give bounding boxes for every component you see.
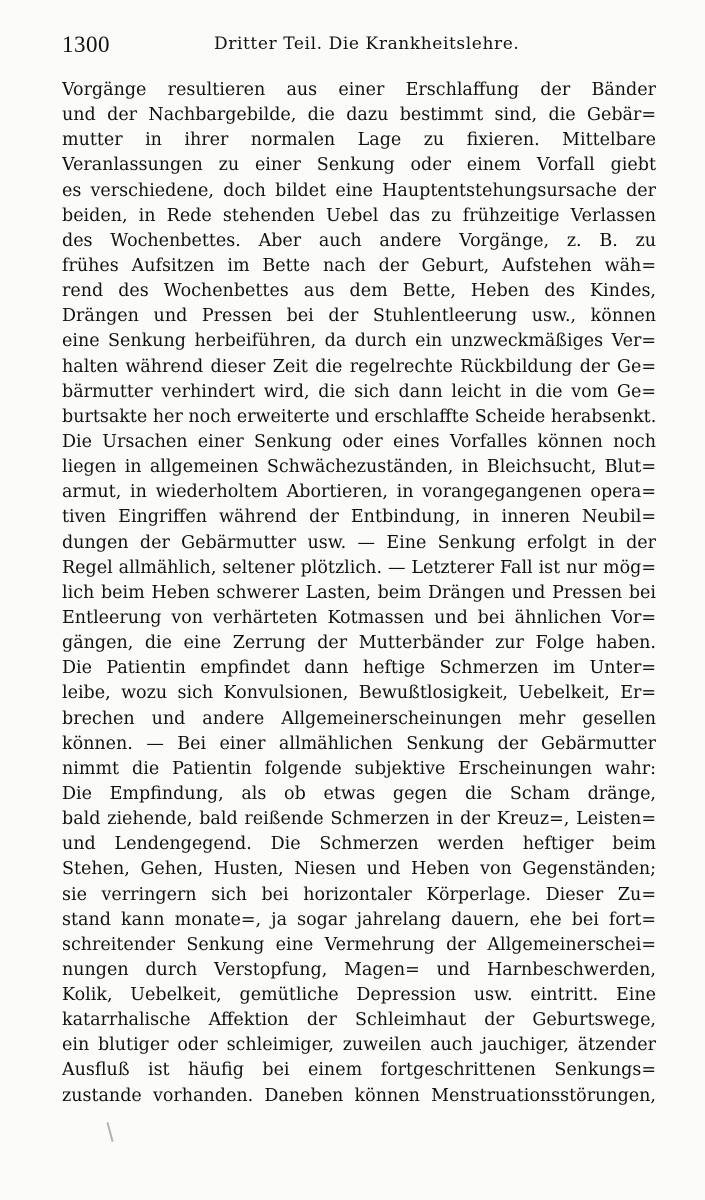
text-line: Drängen und Pressen bei der Stuhlentleerung usw., können <box>62 306 656 327</box>
paper-mark <box>106 1122 113 1142</box>
text-line: frühes Aufsitzen im Bette nach der Geburt, Aufstehen wäh= <box>62 255 656 276</box>
text-line: gängen, die eine Zerrung der Mutterbänder zur Folge haben. <box>62 633 656 654</box>
text-line: es verschiedene, doch bildet eine Hauptentstehungsursache der <box>62 180 656 201</box>
text-line: burtsakte her noch erweiterte und erschlaffte Scheide herabsenkt. <box>62 406 656 427</box>
text-line: und der Nachbargebilde, die dazu bestimmt sind, die Gebär= <box>62 105 656 126</box>
text-line: Regel allmählich, seltener plötzlich. — Letzterer Fall ist nur mög= <box>62 557 656 578</box>
text-line: Stehen, Gehen, Husten, Niesen und Heben von Gegenständen; <box>62 859 656 880</box>
text-line: halten während dieser Zeit die regelrechte Rückbildung der Ge= <box>62 356 656 377</box>
text-line: leibe, wozu sich Konvulsionen, Bewußtlosigkeit, Uebelkeit, Er= <box>62 683 656 704</box>
text-line: rend des Wochenbettes aus dem Bette, Heben des Kindes, <box>62 281 656 302</box>
text-line: tiven Eingriffen während der Entbindung, in inneren Neubil= <box>62 507 656 528</box>
text-line: Vorgänge resultieren aus einer Erschlaffung der Bänder <box>62 80 656 100</box>
text-line: sie verringern sich bei horizontaler Körperlage. Dieser Zu= <box>62 884 656 905</box>
text-line: können. — Bei einer allmählichen Senkung der Gebärmutter <box>62 733 656 754</box>
text-line: Veranlassungen zu einer Senkung oder einem Vorfall giebt <box>62 155 656 176</box>
page-number: 1300 <box>62 32 110 57</box>
text-line: eine Senkung herbeiführen, da durch ein unzweckmäßiges Ver= <box>62 331 656 352</box>
page-header <box>62 30 652 62</box>
text-line: ein blutiger oder schleimiger, zuweilen auch jauchiger, ätzender <box>62 1035 656 1056</box>
text-line: und Lendengegend. Die Schmerzen werden heftiger beim <box>62 834 656 855</box>
text-line: Die Empfindung, als ob etwas gegen die Scham dränge, <box>62 783 656 804</box>
text-line: Ausfluß ist häufig bei einem fortgeschrittenen Senkungs= <box>62 1060 656 1081</box>
text-line: bald ziehende, bald reißende Schmerzen in der Kreuz=, Leisten= <box>62 809 656 830</box>
running-title: Dritter Teil. Die Krankheitslehre. <box>214 34 520 54</box>
text-line: armut, in wiederholtem Abortieren, in vorangegangenen opera= <box>62 482 656 503</box>
text-line: schreitender Senkung eine Vermehrung der Allgemeinerschei= <box>62 934 656 955</box>
text-line: zustande vorhanden. Daneben können Menstruationsstörungen, <box>62 1085 656 1106</box>
text-line: mutter in ihrer normalen Lage zu fixieren. Mittelbare <box>62 130 656 151</box>
text-line: dungen der Gebärmutter usw. — Eine Senkung erfolgt in der <box>62 532 656 553</box>
text-line: stand kann monate=, ja sogar jahrelang dauern, ehe bei fort= <box>62 909 656 930</box>
text-line: Die Patientin empfindet dann heftige Schmerzen im Unter= <box>62 658 656 679</box>
text-line: bärmutter verhindert wird, die sich dann leicht in die vom Ge= <box>62 381 656 402</box>
text-line: liegen in allgemeinen Schwächezuständen, in Bleichsucht, Blut= <box>62 457 656 478</box>
text-line: nungen durch Verstopfung, Magen= und Harnbeschwerden, <box>62 959 656 980</box>
text-line: brechen und andere Allgemeinerscheinungen mehr gesellen <box>62 708 656 729</box>
text-line: Entleerung von verhärteten Kotmassen und bei ähnlichen Vor= <box>62 607 656 628</box>
text-line: beiden, in Rede stehenden Uebel das zu frühzeitige Verlassen <box>62 205 656 226</box>
body-text <box>62 78 656 1109</box>
text-line: lich beim Heben schwerer Lasten, beim Drängen und Pressen bei <box>62 582 656 603</box>
text-line: Die Ursachen einer Senkung oder eines Vorfalles können noch <box>62 431 656 452</box>
text-line: katarrhalische Affektion der Schleimhaut der Geburtswege, <box>62 1010 656 1031</box>
text-line: nimmt die Patientin folgende subjektive Erscheinungen wahr: <box>62 758 656 779</box>
text-line: des Wochenbettes. Aber auch andere Vorgänge, z. B. zu <box>62 230 656 251</box>
text-line: Kolik, Uebelkeit, gemütliche Depression usw. eintritt. Eine <box>62 985 656 1006</box>
